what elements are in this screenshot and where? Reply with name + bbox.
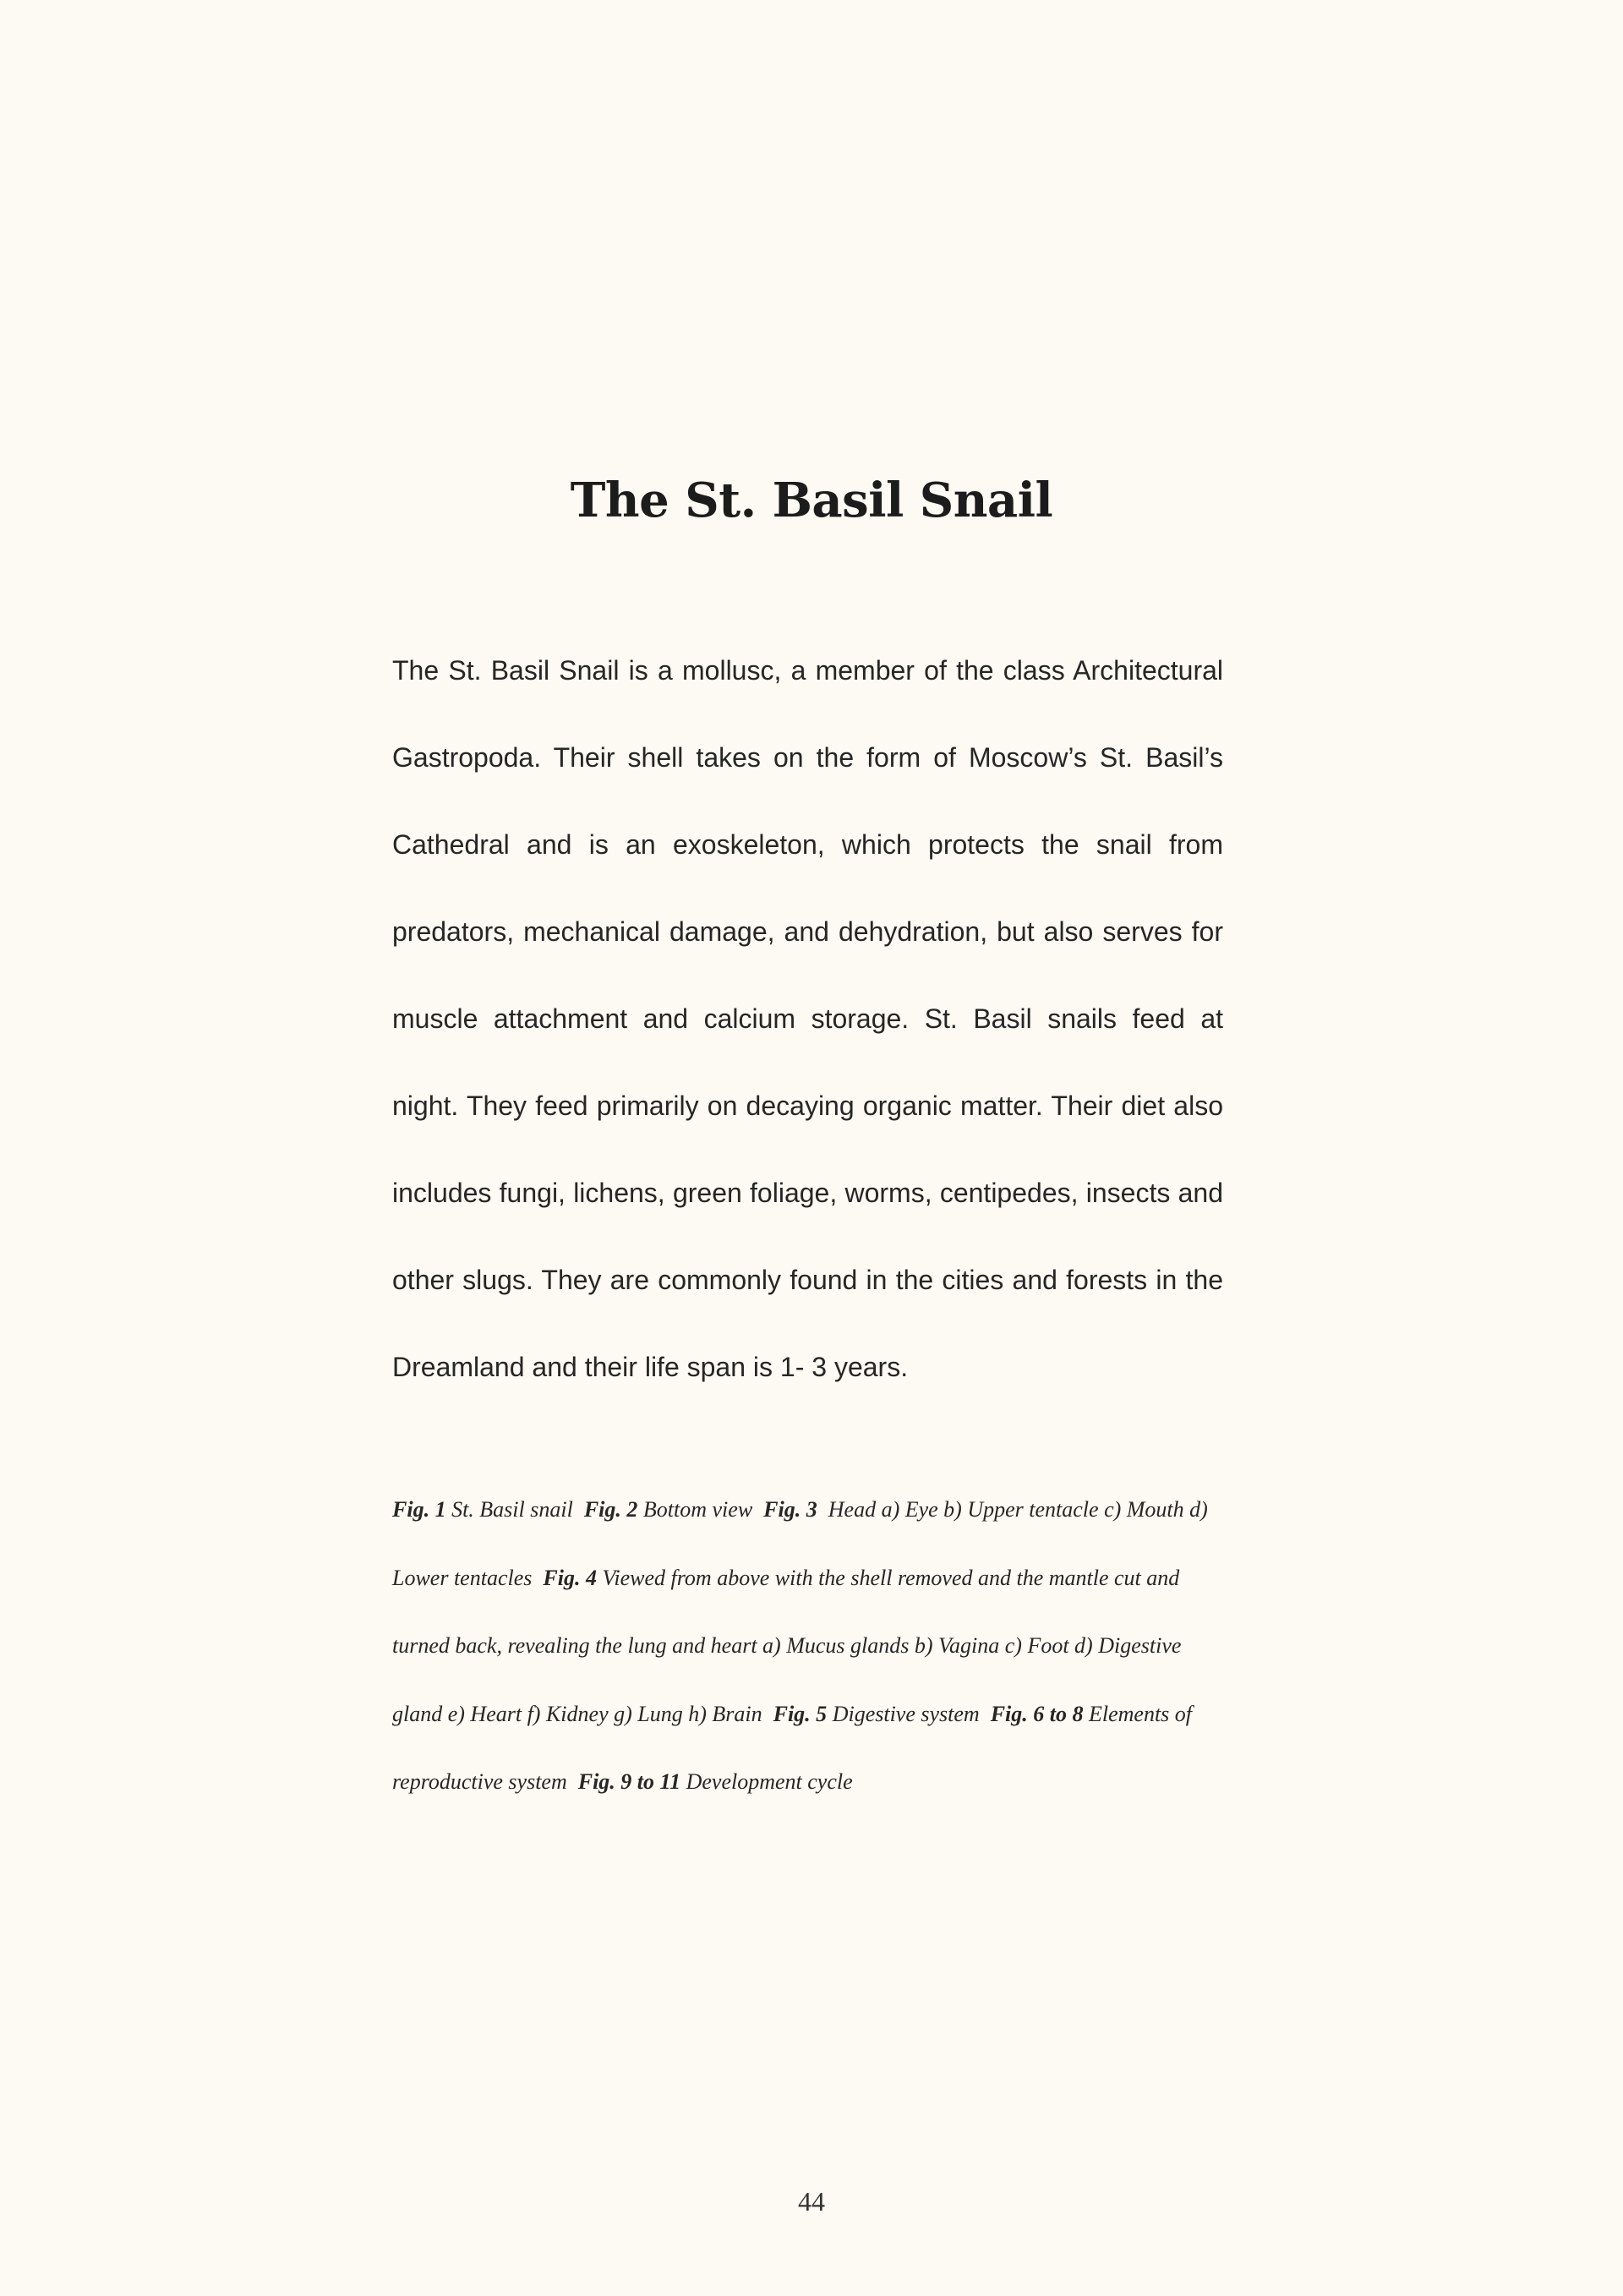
caption-text: Bottom view [642, 1497, 753, 1522]
caption-text: Digestive system [832, 1701, 980, 1726]
caption-fig-label: Fig. 4 [543, 1565, 597, 1590]
caption-fig-label: Fig. 6 to 8 [990, 1701, 1084, 1726]
page-title: The St. Basil Snail [570, 473, 1053, 528]
page-number: 44 [798, 2186, 825, 2217]
figure-captions [392, 1476, 1223, 1817]
caption-fig-label: Fig. 9 to 11 [577, 1769, 681, 1794]
body-paragraph: The St. Basil Snail is a mollusc, a member of the class Architectural Gastropoda. Their shell takes on the form of Moscow’s St. Basil’s Cathedral and is an exoskeleton, which protects the snail from predators, mechanical damage, and dehydration, but also serves for muscle attachment and calcium storage. St. Basil snails feed at night. They feed primarily on decaying organic matter. Their diet also includes fungi, lichens, green foliage, worms, centipedes, insects and other slugs. They are commonly found in the cities and forests in the Dreamland and their life span is 1- 3 years. [392, 655, 1223, 1382]
caption-text: Elements of reproductive system [392, 1701, 1193, 1794]
caption-fig-2 [584, 1497, 752, 1522]
caption-fig-label: Fig. 2 [583, 1497, 638, 1522]
caption-fig-1 [392, 1497, 573, 1522]
caption-text: Viewed from above with the shell removed and the mantle cut and turned back, revealing the lung and heart a) Mucus glands b) Vagina c) Foot d) Digestive gland e) Heart f) Kidney g) Lung h) Brain [392, 1565, 1182, 1726]
caption-fig-label: Fig. 3 [763, 1497, 817, 1522]
caption-text: Development cycle [686, 1769, 853, 1794]
caption-text: Head a) Eye b) Upper tentacle c) Mouth d) Lower tentacles [392, 1497, 1208, 1590]
caption-fig-label: Fig. 5 [773, 1701, 828, 1726]
caption-fig-label: Fig. 1 [392, 1497, 446, 1522]
caption-fig-9-to-11 [578, 1769, 853, 1794]
caption-fig-5 [773, 1702, 980, 1726]
caption-text: St. Basil snail [451, 1497, 573, 1522]
